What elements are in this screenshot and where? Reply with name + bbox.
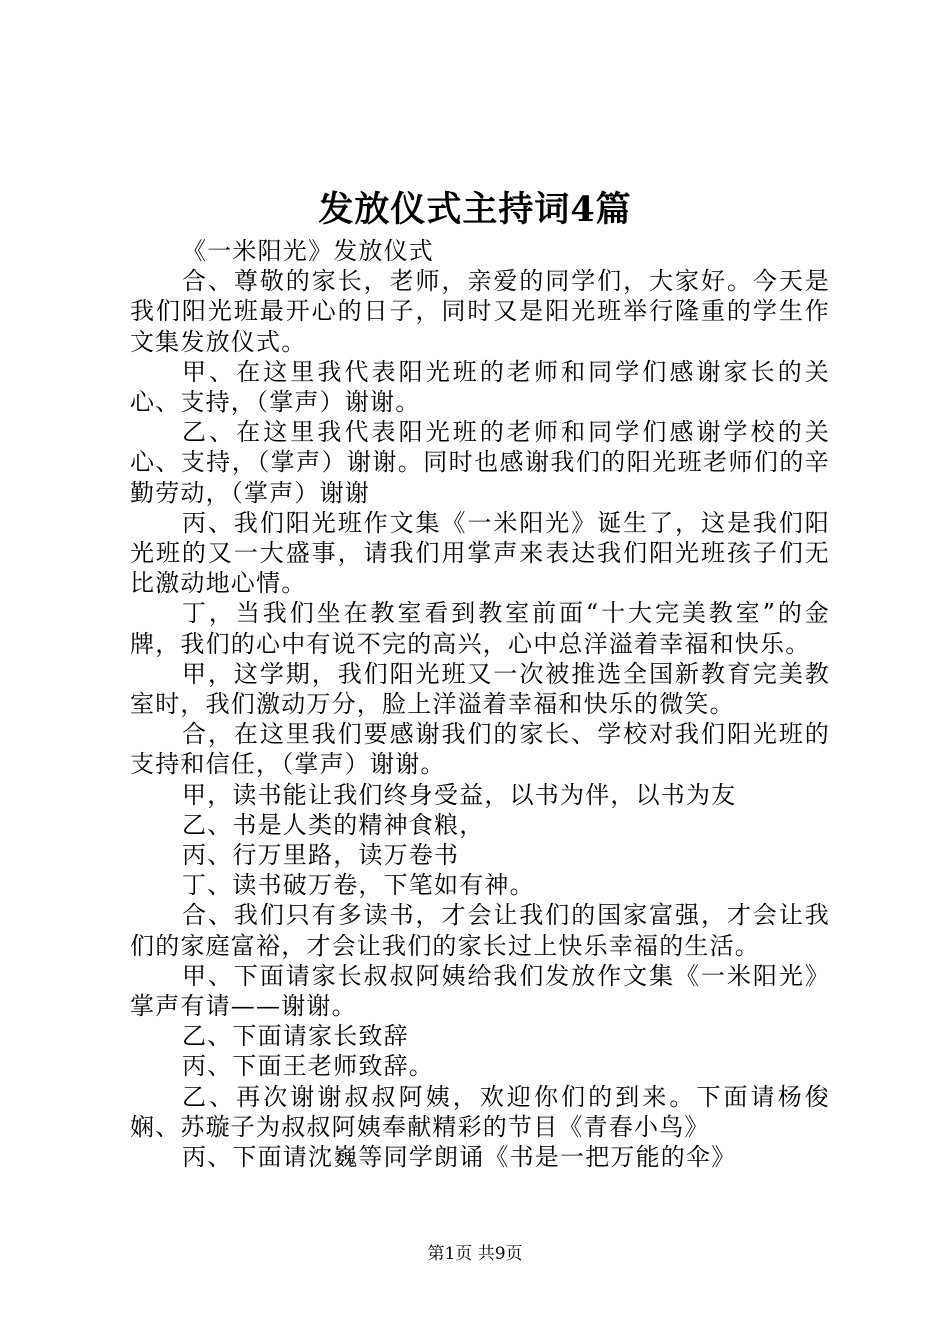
paragraph: 合，在这里我们要感谢我们的家长、学校对我们阳光班的支持和信任，（掌声）谢谢。 — [130, 720, 830, 779]
paragraph: 合、尊敬的家长，老师，亲爱的同学们，大家好。今天是我们阳光班最开心的日子，同时又是阳光班举行隆重的学生作文集发放仪式。 — [130, 267, 830, 356]
document-body — [130, 236, 830, 1172]
paragraph: 丙、下面请沈巍等同学朗诵《书是一把万能的伞》 — [182, 1143, 737, 1172]
paragraph: 丙、行万里路，读万卷书 — [182, 841, 460, 870]
paragraph: 甲，这学期，我们阳光班又一次被推选全国新教育完美教室时，我们激动万分，脸上洋溢着幸福和快乐的微笑。 — [130, 659, 830, 719]
paragraph: 乙、下面请家长致辞 — [182, 1022, 409, 1051]
page-title: 发放仪式主持词4篇 — [318, 189, 632, 230]
paragraph: 乙、再次谢谢叔叔阿姨，欢迎你们的到来。下面请杨俊娴、苏璇子为叔叔阿姨奉献精彩的节目《青春小鸟》 — [130, 1082, 830, 1141]
paragraph: 合、我们只有多读书，才会让我们的国家富强，才会让我们的家庭富裕，才会让我们的家长过上快乐幸福的生活。 — [130, 901, 830, 960]
paragraph: 丙、我们阳光班作文集《一米阳光》诞生了，这是我们阳光班的又一大盛事，请我们用掌声来表达我们阳光班孩子们无比激动地心情。 — [130, 508, 830, 598]
paragraph: 《一米阳光》发放仪式 — [182, 237, 434, 265]
paragraph: 甲、在这里我代表阳光班的老师和同学们感谢家长的关心、支持，（掌声）谢谢。 — [130, 357, 830, 417]
page-footer: 第1页 共9页 — [427, 1244, 523, 1264]
paragraph: 乙、书是人类的精神食粮， — [182, 810, 485, 839]
paragraph: 丁，当我们坐在教室看到教室前面“十大完美教室”的金牌，我们的心中有说不完的高兴，心中总洋溢着幸福和快乐。 — [130, 599, 830, 658]
paragraph: 丙、下面王老师致辞。 — [182, 1052, 434, 1081]
paragraph: 甲、下面请家长叔叔阿姨给我们发放作文集《一米阳光》掌声有请——谢谢。 — [130, 961, 830, 1021]
paragraph: 甲，读书能让我们终身受益，以书为伴，以书为友 — [182, 780, 737, 809]
paragraph: 乙、在这里我代表阳光班的老师和同学们感谢学校的关心、支持，（掌声）谢谢。同时也感谢我们的阳光班老师们的辛勤劳动，（掌声）谢谢 — [130, 418, 830, 507]
paragraph: 丁、读书破万卷，下笔如有神。 — [182, 871, 535, 900]
